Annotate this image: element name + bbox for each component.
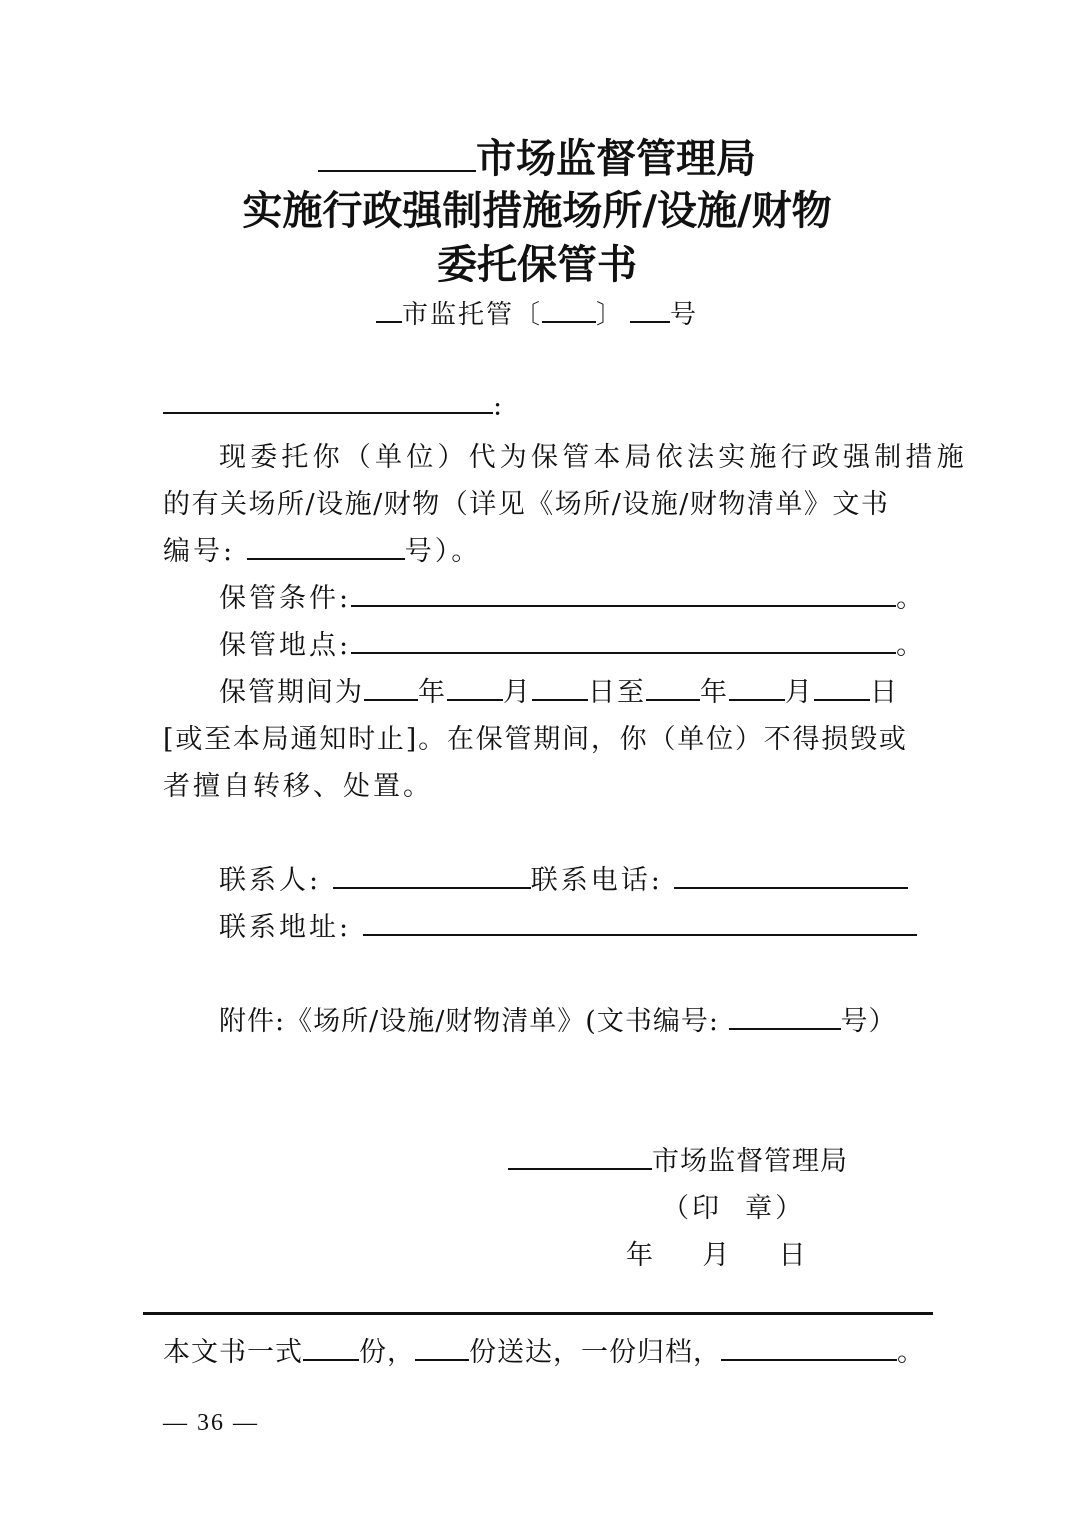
period-end-month-blank[interactable] — [729, 675, 785, 701]
copies-total-blank[interactable] — [303, 1335, 359, 1361]
para1-line1: 现委托你（单位）代为保管本局依法实施行政强制措施 — [219, 442, 968, 473]
signature-agency-name: 市场监督管理局 — [652, 1146, 848, 1177]
signature-seal: （印 章） — [662, 1193, 806, 1224]
period-prefix: 保管期间为 — [219, 677, 364, 708]
period-day-to-label: 日至 — [588, 677, 646, 708]
page-number: — 36 — — [163, 1410, 259, 1436]
copies-mid-1: 份， — [359, 1337, 415, 1368]
para3-line3: 者擅自转移、处置。 — [163, 771, 433, 802]
recipient-blank[interactable] — [163, 388, 493, 414]
document-number — [0, 294, 1074, 331]
storage-location-line — [219, 623, 926, 662]
agency-name-blank[interactable] — [318, 134, 476, 172]
recipient-colon: : — [493, 390, 506, 422]
doc-number-year-blank[interactable] — [542, 298, 596, 323]
doc-number-text-1: 市监托管〔 — [401, 300, 542, 330]
period-year2-label: 年 — [700, 677, 729, 708]
period-end-year-blank[interactable] — [646, 675, 700, 701]
para1-line2: 的有关场所/设施/财物（详见《场所/设施/财物清单》文书 — [163, 489, 890, 520]
para1-line3 — [163, 529, 481, 568]
attachment-label: 附件:《场所/设施/财物清单》(文书编号: — [219, 1006, 719, 1037]
doc-ref-blank[interactable] — [247, 534, 405, 560]
storage-location-blank[interactable] — [351, 628, 896, 654]
storage-period-line — [219, 670, 899, 709]
title-line-1 — [0, 134, 1074, 182]
period-month-label: 月 — [503, 677, 532, 708]
storage-location-label: 保管地点: — [219, 630, 352, 661]
contact-person-blank[interactable] — [333, 863, 531, 889]
contact-address-label: 联系地址: — [219, 912, 352, 943]
period-month2-label: 月 — [785, 677, 814, 708]
copies-mid-2: 份送达，一份归档， — [469, 1337, 721, 1368]
doc-ref-suffix: 号）。 — [404, 536, 482, 567]
footer-divider — [143, 1312, 933, 1315]
doc-number-text-2: 〕 — [595, 300, 624, 330]
doc-number-serial-blank[interactable] — [630, 298, 670, 323]
title-agency-text: 市场监督管理局 — [476, 135, 756, 182]
period-day2-label: 日 — [870, 677, 899, 708]
contact-address-blank[interactable] — [363, 910, 917, 936]
recipient-line — [163, 388, 505, 421]
period-year-label: 年 — [418, 677, 447, 708]
doc-number-prefix-blank[interactable] — [376, 298, 402, 323]
period-end-day-blank[interactable] — [814, 675, 870, 701]
doc-ref-label: 编号: — [163, 536, 236, 567]
title-line-3: 委托保管书 — [437, 241, 637, 288]
copies-archive-blank[interactable] — [721, 1335, 897, 1361]
attachment-suffix: 号） — [840, 1006, 897, 1037]
para3-line2: [或至本局通知时止]。在保管期间，你（单位）不得损毁或 — [163, 724, 908, 755]
period-start-day-blank[interactable] — [532, 675, 588, 701]
contact-address-line — [219, 905, 917, 944]
storage-condition-end: 。 — [896, 583, 927, 614]
storage-location-end: 。 — [896, 630, 927, 661]
contact-phone-blank[interactable] — [674, 863, 908, 889]
attachment-doc-number-blank[interactable] — [729, 1004, 841, 1030]
storage-condition-label: 保管条件: — [219, 583, 352, 614]
period-start-month-blank[interactable] — [447, 675, 503, 701]
signature-agency-line — [508, 1139, 848, 1178]
copies-prefix: 本文书一式 — [163, 1337, 303, 1368]
attachment-line — [219, 999, 897, 1038]
signature-agency-blank[interactable] — [508, 1144, 652, 1170]
storage-condition-blank[interactable] — [351, 581, 896, 607]
doc-number-text-3: 号 — [670, 300, 699, 330]
signature-date: 年 月 日 — [626, 1240, 809, 1271]
contact-person-label: 联系人: — [219, 865, 322, 896]
period-start-year-blank[interactable] — [364, 675, 418, 701]
copies-delivered-blank[interactable] — [415, 1335, 469, 1361]
footer-copies-line — [163, 1330, 925, 1369]
copies-end: 。 — [897, 1337, 925, 1368]
contact-person-line — [219, 858, 908, 897]
storage-condition-line — [219, 576, 926, 615]
title-line-2: 实施行政强制措施场所/设施/财物 — [242, 187, 832, 234]
contact-phone-label: 联系电话: — [530, 865, 663, 896]
